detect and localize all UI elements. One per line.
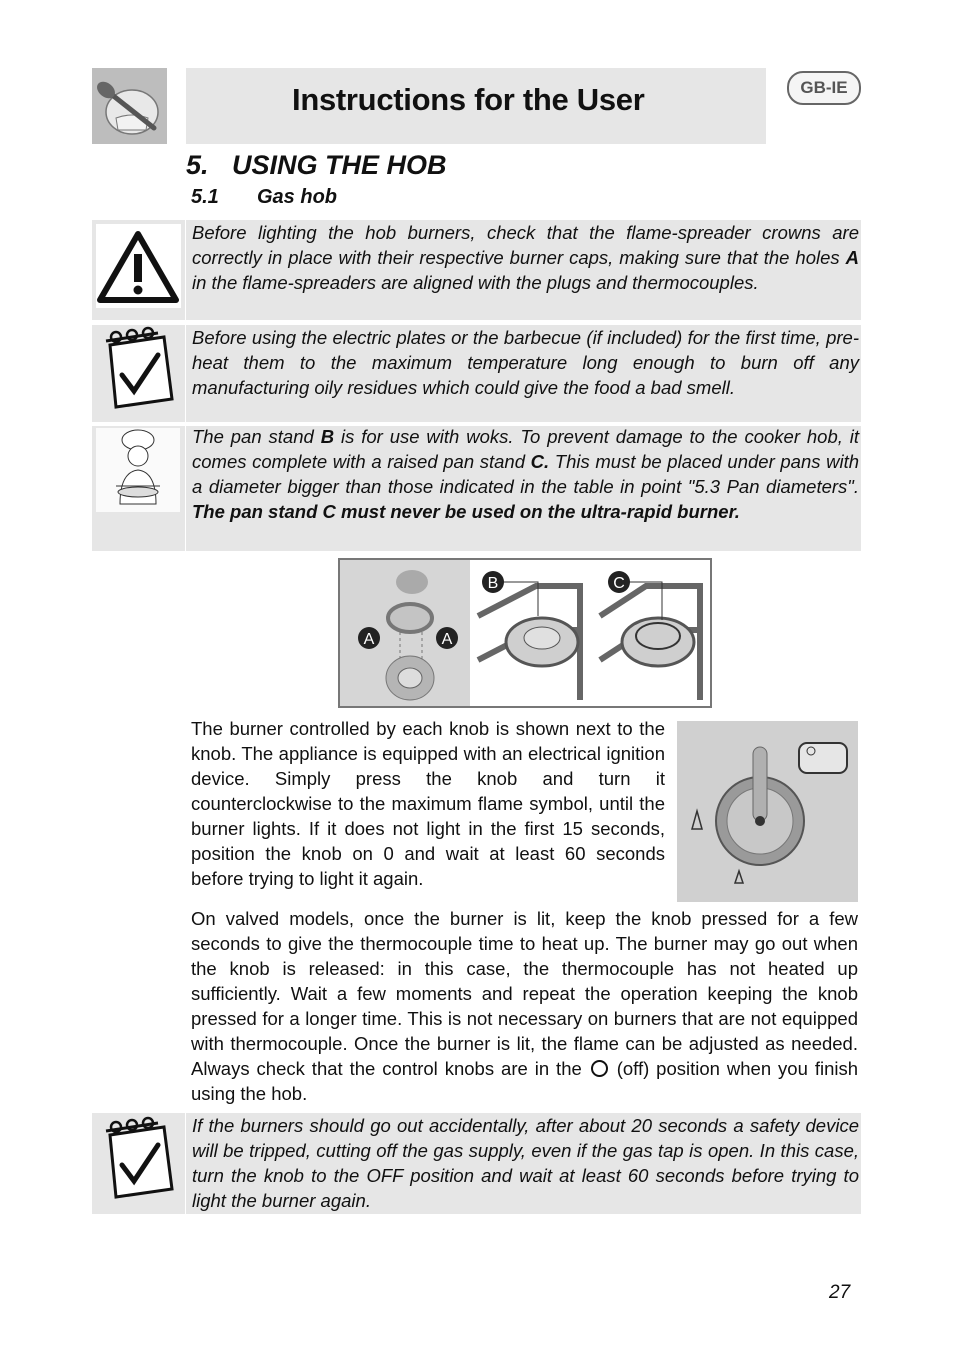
body-paragraph-2 (191, 906, 858, 1106)
figure-label-a-left: A (363, 631, 375, 648)
figure-label-a-right: A (441, 631, 453, 648)
safety-note (186, 1113, 861, 1214)
subsection-title: Gas hob (257, 186, 338, 208)
notepad-check-icon (92, 325, 185, 422)
warning-note-icon-box (92, 220, 185, 320)
pan-stand-text-2: is for use with woks. To prevent damage to the cooker hob, it comes complete with a raised pan stand (192, 426, 860, 472)
subsection-number: 5.1 (191, 186, 219, 208)
pan-stand-note (186, 426, 861, 551)
holes-label: A (845, 247, 859, 268)
knob-illustration (677, 721, 858, 902)
figure-label-b: B (487, 575, 499, 592)
pan-stand-text-3: This must be placed under pans with a diameter bigger than those indicated in the table in point "5.3 Pan diameters". (192, 451, 860, 497)
chef-icon (92, 426, 185, 516)
page-number: 27 (829, 1282, 851, 1303)
body-paragraph-2-end: (off) position when you finish using the hob. (191, 1058, 859, 1104)
pan-stand-warning: The pan stand C must never be used on the ultra-rapid burner. (192, 501, 740, 522)
warning-triangle-icon (92, 220, 185, 320)
section-number: 5. (186, 150, 209, 180)
burner-figure (338, 558, 712, 708)
notepad-check-icon (92, 1113, 185, 1214)
knob-icon (677, 721, 858, 902)
header-logo (92, 68, 167, 144)
safety-note-icon-box (92, 1113, 185, 1214)
subsection-heading (191, 186, 337, 209)
warning-note (186, 220, 861, 320)
warning-text-part2: in the flame-spreaders are aligned with the plugs and thermocouples. (192, 272, 759, 293)
page-title: Instructions for the User (292, 82, 645, 117)
preheat-note-icon-box (92, 325, 185, 422)
preheat-note-text: Before using the electric plates or the barbecue (if included) for the first time, pre-heat them to the maximum temperature long enough to burn off any manufacturing oily residues which could give the food a bad smell. (192, 327, 859, 398)
body-paragraph-1: The burner controlled by each knob is shown next to the knob. The appliance is equipped with an electrical ignition device. Simply press the knob and turn it counterclockwise to the maximum flame symbol, until the burner lights. If it does not light in the first 15 seconds, position the knob on 0 and wait at least 60 seconds before trying to light it again. (191, 718, 665, 889)
burner-parts-illustration (340, 560, 710, 706)
warning-text-part1: Before lighting the hob burners, check that the flame-spreader crowns are correctly in place with their respective burner caps, making sure that the holes (192, 222, 859, 268)
safety-note-text: If the burners should go out accidentally, after about 20 seconds a safety device will be tripped, cutting off the gas supply, even if the gas tap is open. In this case, turn the knob to the OFF position and wait at least 60 seconds before trying to light the burner again. (192, 1115, 859, 1211)
pan-stand-label-b: B (320, 426, 335, 447)
chef-spoon-icon (92, 68, 167, 144)
figure-label-c: C (613, 575, 625, 592)
body-paragraph-2-text: On valved models, once the burner is lit, keep the knob pressed for a few seconds to give the thermocouple time to heat up. The burner may go out when the knob is released: in this case, the thermocouple has not heated up sufficiently. Wait a few moments and repeat the operation keeping the knob pressed for a longer time. This is not necessary on burners that are not equipped with thermocouple. Once the burner is lit, the flame can be adjusted as needed. Always check that the control knobs are in the (191, 908, 858, 1079)
section-heading (186, 150, 447, 181)
preheat-note (186, 325, 861, 422)
section-title: USING THE HOB (232, 150, 447, 180)
pan-stand-note-text (192, 424, 859, 524)
off-position-icon (591, 1060, 608, 1077)
pan-stand-note-icon-box (92, 426, 185, 551)
pan-stand-text-1: The pan stand (192, 426, 314, 447)
pan-stand-label-c: C. (530, 451, 550, 472)
warning-note-text (192, 220, 859, 295)
language-badge: GB-IE (787, 71, 861, 105)
